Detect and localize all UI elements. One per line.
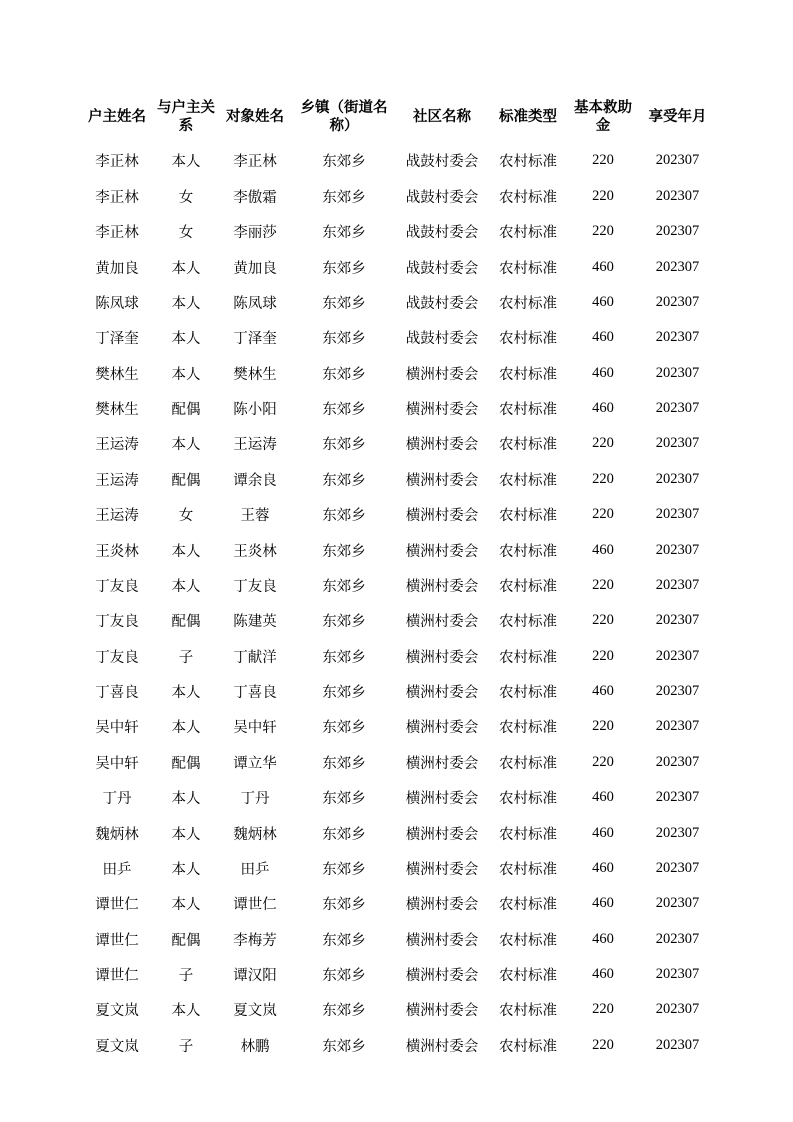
table-cell: 王运涛 bbox=[233, 437, 277, 454]
table-cell: 东郊乡 bbox=[322, 968, 366, 985]
table-cell: 夏文岚 bbox=[233, 1003, 277, 1020]
table-cell: 农村标准 bbox=[499, 755, 557, 772]
table-row bbox=[78, 674, 715, 709]
table-cell: 陈建英 bbox=[233, 614, 277, 631]
table-cell: 460 bbox=[592, 859, 614, 876]
table-cell: 夏文岚 bbox=[95, 1038, 139, 1055]
table-cell: 东郊乡 bbox=[322, 437, 366, 454]
table-row bbox=[78, 568, 715, 603]
table-cell: 220 bbox=[592, 1001, 614, 1018]
table-cell: 本人 bbox=[171, 1003, 201, 1020]
table-cell: 202307 bbox=[655, 612, 700, 629]
table-cell: 农村标准 bbox=[499, 508, 557, 525]
table-cell: 丁喜良 bbox=[233, 685, 277, 702]
table-cell: 东郊乡 bbox=[322, 826, 366, 843]
table-cell: 220 bbox=[592, 470, 614, 487]
table-cell: 谭余良 bbox=[233, 472, 277, 489]
table-cell: 战鼓村委会 bbox=[405, 295, 479, 312]
table-cell: 谭世仁 bbox=[233, 897, 277, 914]
table-cell: 农村标准 bbox=[499, 861, 557, 878]
table-cell: 东郊乡 bbox=[322, 649, 366, 666]
table-cell: 李正林 bbox=[95, 189, 139, 206]
table-cell: 农村标准 bbox=[499, 366, 557, 383]
table-cell: 220 bbox=[592, 435, 614, 452]
table-cell: 202307 bbox=[655, 187, 700, 204]
table-cell: 本人 bbox=[171, 543, 201, 560]
table-cell: 农村标准 bbox=[499, 649, 557, 666]
table-cell: 460 bbox=[592, 293, 614, 310]
table-cell: 农村标准 bbox=[499, 331, 557, 348]
table-cell: 本人 bbox=[171, 826, 201, 843]
table-cell: 202307 bbox=[655, 400, 700, 417]
table-cell: 农村标准 bbox=[499, 437, 557, 454]
table-header-row bbox=[78, 95, 715, 143]
table-cell: 战鼓村委会 bbox=[405, 189, 479, 206]
table-cell: 魏炳林 bbox=[95, 826, 139, 843]
table-cell: 横洲村委会 bbox=[405, 649, 479, 666]
table-cell: 农村标准 bbox=[499, 225, 557, 242]
table-cell: 农村标准 bbox=[499, 791, 557, 808]
table-cell: 李傲霜 bbox=[233, 189, 277, 206]
table-cell: 农村标准 bbox=[499, 1038, 557, 1055]
table-cell: 202307 bbox=[655, 223, 700, 240]
table-row bbox=[78, 532, 715, 567]
table-cell: 460 bbox=[592, 258, 614, 275]
table-cell: 丁喜良 bbox=[95, 685, 139, 702]
table-cell: 女 bbox=[178, 508, 194, 525]
table-row bbox=[78, 992, 715, 1027]
table-row bbox=[78, 320, 715, 355]
table-cell: 东郊乡 bbox=[322, 260, 366, 277]
table-cell: 东郊乡 bbox=[322, 614, 366, 631]
table-body bbox=[78, 143, 715, 1063]
assistance-recipients-table bbox=[78, 95, 715, 1063]
table-cell: 202307 bbox=[655, 470, 700, 487]
table-cell: 202307 bbox=[655, 789, 700, 806]
table-cell: 农村标准 bbox=[499, 932, 557, 949]
table-cell: 横洲村委会 bbox=[405, 437, 479, 454]
table-cell: 220 bbox=[592, 1036, 614, 1053]
table-cell: 东郊乡 bbox=[322, 578, 366, 595]
table-cell: 横洲村委会 bbox=[405, 685, 479, 702]
table-cell: 横洲村委会 bbox=[405, 826, 479, 843]
table-cell: 女 bbox=[178, 225, 194, 242]
table-cell: 丁泽奎 bbox=[233, 331, 277, 348]
table-cell: 横洲村委会 bbox=[405, 614, 479, 631]
table-cell: 460 bbox=[592, 541, 614, 558]
table-cell: 农村标准 bbox=[499, 543, 557, 560]
table-cell: 横洲村委会 bbox=[405, 897, 479, 914]
table-cell: 202307 bbox=[655, 258, 700, 275]
table-cell: 谭世仁 bbox=[95, 897, 139, 914]
table-cell: 202307 bbox=[655, 1036, 700, 1053]
table-row bbox=[78, 922, 715, 957]
table-cell: 202307 bbox=[655, 930, 700, 947]
table-cell: 战鼓村委会 bbox=[405, 154, 479, 171]
table-cell: 东郊乡 bbox=[322, 755, 366, 772]
table-cell: 东郊乡 bbox=[322, 685, 366, 702]
table-cell: 202307 bbox=[655, 683, 700, 700]
table-cell: 202307 bbox=[655, 576, 700, 593]
table-cell: 本人 bbox=[171, 366, 201, 383]
table-cell: 202307 bbox=[655, 364, 700, 381]
table-row bbox=[78, 1028, 715, 1063]
table-row bbox=[78, 214, 715, 249]
table-cell: 220 bbox=[592, 152, 614, 169]
table-row bbox=[78, 497, 715, 532]
table-cell: 陈凤球 bbox=[233, 295, 277, 312]
table-cell: 谭汉阳 bbox=[233, 968, 277, 985]
table-cell: 东郊乡 bbox=[322, 897, 366, 914]
table-row bbox=[78, 426, 715, 461]
table-cell: 202307 bbox=[655, 859, 700, 876]
table-cell: 横洲村委会 bbox=[405, 968, 479, 985]
table-cell: 农村标准 bbox=[499, 826, 557, 843]
table-cell: 王炎林 bbox=[95, 543, 139, 560]
table-cell: 丁献洋 bbox=[233, 649, 277, 666]
table-cell: 吴中轩 bbox=[95, 755, 139, 772]
table-cell: 横洲村委会 bbox=[405, 791, 479, 808]
table-cell: 东郊乡 bbox=[322, 508, 366, 525]
table-row bbox=[78, 780, 715, 815]
table-cell: 东郊乡 bbox=[322, 861, 366, 878]
table-cell: 丁丹 bbox=[240, 791, 270, 808]
table-cell: 丁友良 bbox=[95, 578, 139, 595]
table-cell: 本人 bbox=[171, 685, 201, 702]
table-cell: 东郊乡 bbox=[322, 472, 366, 489]
table-cell: 农村标准 bbox=[499, 614, 557, 631]
table-row bbox=[78, 356, 715, 391]
table-cell: 460 bbox=[592, 966, 614, 983]
table-cell: 配偶 bbox=[171, 932, 201, 949]
table-cell: 王蓉 bbox=[240, 508, 270, 525]
table-cell: 东郊乡 bbox=[322, 1003, 366, 1020]
table-row bbox=[78, 249, 715, 284]
table-cell: 丁泽奎 bbox=[95, 331, 139, 348]
table-row bbox=[78, 285, 715, 320]
table-cell: 农村标准 bbox=[499, 968, 557, 985]
table-cell: 202307 bbox=[655, 966, 700, 983]
table-cell: 魏炳林 bbox=[233, 826, 277, 843]
table-row bbox=[78, 639, 715, 674]
table-cell: 220 bbox=[592, 187, 614, 204]
table-cell: 横洲村委会 bbox=[405, 755, 479, 772]
table-row bbox=[78, 709, 715, 744]
table-cell: 东郊乡 bbox=[322, 295, 366, 312]
table-row bbox=[78, 391, 715, 426]
table-cell: 本人 bbox=[171, 861, 201, 878]
table-cell: 本人 bbox=[171, 720, 201, 737]
table-cell: 220 bbox=[592, 647, 614, 664]
table-cell: 樊林生 bbox=[233, 366, 277, 383]
table-cell: 王运涛 bbox=[95, 437, 139, 454]
table-cell: 农村标准 bbox=[499, 402, 557, 419]
table-cell: 战鼓村委会 bbox=[405, 331, 479, 348]
table-column-header: 社区名称 bbox=[413, 109, 471, 126]
table-cell: 220 bbox=[592, 576, 614, 593]
table-cell: 李正林 bbox=[95, 154, 139, 171]
table-cell: 本人 bbox=[171, 295, 201, 312]
table-row bbox=[78, 462, 715, 497]
table-cell: 农村标准 bbox=[499, 472, 557, 489]
table-cell: 配偶 bbox=[171, 755, 201, 772]
table-cell: 李正林 bbox=[95, 225, 139, 242]
table-cell: 202307 bbox=[655, 293, 700, 310]
table-cell: 460 bbox=[592, 683, 614, 700]
table-cell: 202307 bbox=[655, 506, 700, 523]
table-cell: 王运涛 bbox=[95, 472, 139, 489]
table-cell: 横洲村委会 bbox=[405, 472, 479, 489]
table-cell: 子 bbox=[178, 968, 194, 985]
table-cell: 本人 bbox=[171, 791, 201, 808]
table-cell: 王运涛 bbox=[95, 508, 139, 525]
table-cell: 460 bbox=[592, 329, 614, 346]
table-cell: 黄加良 bbox=[95, 260, 139, 277]
table-cell: 李正林 bbox=[233, 154, 277, 171]
table-row bbox=[78, 745, 715, 780]
table-cell: 东郊乡 bbox=[322, 543, 366, 560]
table-cell: 202307 bbox=[655, 152, 700, 169]
table-cell: 东郊乡 bbox=[322, 1038, 366, 1055]
table-row bbox=[78, 886, 715, 921]
table-cell: 202307 bbox=[655, 753, 700, 770]
table-cell: 460 bbox=[592, 895, 614, 912]
table-cell: 配偶 bbox=[171, 614, 201, 631]
table-cell: 460 bbox=[592, 364, 614, 381]
table-cell: 横洲村委会 bbox=[405, 578, 479, 595]
table-cell: 东郊乡 bbox=[322, 189, 366, 206]
table-header bbox=[78, 95, 715, 143]
table-cell: 本人 bbox=[171, 578, 201, 595]
table-column-header: 与户主关系 bbox=[157, 100, 215, 135]
table-row bbox=[78, 851, 715, 886]
table-cell: 202307 bbox=[655, 718, 700, 735]
table-cell: 202307 bbox=[655, 435, 700, 452]
table-cell: 子 bbox=[178, 649, 194, 666]
table-cell: 战鼓村委会 bbox=[405, 225, 479, 242]
table-row bbox=[78, 179, 715, 214]
table-cell: 田乒 bbox=[240, 861, 270, 878]
table-row bbox=[78, 143, 715, 178]
table-cell: 农村标准 bbox=[499, 189, 557, 206]
table-cell: 李丽莎 bbox=[233, 225, 277, 242]
table-cell: 220 bbox=[592, 718, 614, 735]
table-cell: 东郊乡 bbox=[322, 791, 366, 808]
table-cell: 460 bbox=[592, 400, 614, 417]
table-cell: 202307 bbox=[655, 895, 700, 912]
table-cell: 横洲村委会 bbox=[405, 861, 479, 878]
table-cell: 220 bbox=[592, 223, 614, 240]
table-cell: 东郊乡 bbox=[322, 402, 366, 419]
table-cell: 东郊乡 bbox=[322, 720, 366, 737]
table-cell: 横洲村委会 bbox=[405, 508, 479, 525]
table-cell: 王炎林 bbox=[233, 543, 277, 560]
table-cell: 220 bbox=[592, 506, 614, 523]
table-cell: 本人 bbox=[171, 154, 201, 171]
table-cell: 配偶 bbox=[171, 472, 201, 489]
table-column-header: 对象姓名 bbox=[226, 109, 284, 126]
table-cell: 农村标准 bbox=[499, 897, 557, 914]
table-cell: 横洲村委会 bbox=[405, 720, 479, 737]
table-cell: 谭立华 bbox=[233, 755, 277, 772]
table-cell: 本人 bbox=[171, 331, 201, 348]
table-cell: 农村标准 bbox=[499, 685, 557, 702]
table-cell: 本人 bbox=[171, 437, 201, 454]
table-column-header: 基本救助金 bbox=[574, 100, 632, 135]
table-cell: 202307 bbox=[655, 329, 700, 346]
table-cell: 谭世仁 bbox=[95, 932, 139, 949]
table-cell: 横洲村委会 bbox=[405, 1003, 479, 1020]
table-cell: 林鹏 bbox=[240, 1038, 270, 1055]
table-cell: 配偶 bbox=[171, 402, 201, 419]
table-cell: 农村标准 bbox=[499, 720, 557, 737]
table-cell: 夏文岚 bbox=[95, 1003, 139, 1020]
table-cell: 东郊乡 bbox=[322, 331, 366, 348]
table-cell: 李梅芳 bbox=[233, 932, 277, 949]
table-cell: 横洲村委会 bbox=[405, 932, 479, 949]
table-cell: 樊林生 bbox=[95, 366, 139, 383]
table-cell: 460 bbox=[592, 824, 614, 841]
table-cell: 吴中轩 bbox=[95, 720, 139, 737]
table-cell: 农村标准 bbox=[499, 154, 557, 171]
table-cell: 黄加良 bbox=[233, 260, 277, 277]
table-cell: 陈凤球 bbox=[95, 295, 139, 312]
table-cell: 农村标准 bbox=[499, 1003, 557, 1020]
table-row bbox=[78, 815, 715, 850]
table-cell: 202307 bbox=[655, 647, 700, 664]
table-cell: 202307 bbox=[655, 541, 700, 558]
table-cell: 丁友良 bbox=[95, 649, 139, 666]
table-cell: 202307 bbox=[655, 824, 700, 841]
table-cell: 谭世仁 bbox=[95, 968, 139, 985]
table-cell: 横洲村委会 bbox=[405, 543, 479, 560]
table-cell: 横洲村委会 bbox=[405, 366, 479, 383]
table-cell: 子 bbox=[178, 1038, 194, 1055]
table-column-header: 享受年月 bbox=[648, 109, 707, 126]
table-column-header: 户主姓名 bbox=[88, 109, 146, 126]
table-cell: 丁丹 bbox=[102, 791, 132, 808]
table-cell: 220 bbox=[592, 753, 614, 770]
table-cell: 农村标准 bbox=[499, 578, 557, 595]
table-cell: 农村标准 bbox=[499, 295, 557, 312]
table-cell: 460 bbox=[592, 930, 614, 947]
table-cell: 横洲村委会 bbox=[405, 402, 479, 419]
table-cell: 东郊乡 bbox=[322, 225, 366, 242]
table-column-header: 乡镇（街道名称） bbox=[300, 100, 388, 135]
table-cell: 樊林生 bbox=[95, 402, 139, 419]
table-cell: 460 bbox=[592, 789, 614, 806]
table-cell: 东郊乡 bbox=[322, 932, 366, 949]
table-column-header: 标准类型 bbox=[499, 109, 557, 126]
table-cell: 横洲村委会 bbox=[405, 1038, 479, 1055]
table-cell: 本人 bbox=[171, 260, 201, 277]
table-cell: 202307 bbox=[655, 1001, 700, 1018]
table-row bbox=[78, 603, 715, 638]
table-cell: 女 bbox=[178, 189, 194, 206]
table-cell: 农村标准 bbox=[499, 260, 557, 277]
table-row bbox=[78, 957, 715, 992]
table-cell: 吴中轩 bbox=[233, 720, 277, 737]
table-cell: 战鼓村委会 bbox=[405, 260, 479, 277]
table-cell: 陈小阳 bbox=[233, 402, 277, 419]
table-cell: 丁友良 bbox=[233, 578, 277, 595]
table-cell: 本人 bbox=[171, 897, 201, 914]
table-cell: 东郊乡 bbox=[322, 154, 366, 171]
table-cell: 东郊乡 bbox=[322, 366, 366, 383]
table-cell: 丁友良 bbox=[95, 614, 139, 631]
table-cell: 田乒 bbox=[102, 861, 132, 878]
table-cell: 220 bbox=[592, 612, 614, 629]
